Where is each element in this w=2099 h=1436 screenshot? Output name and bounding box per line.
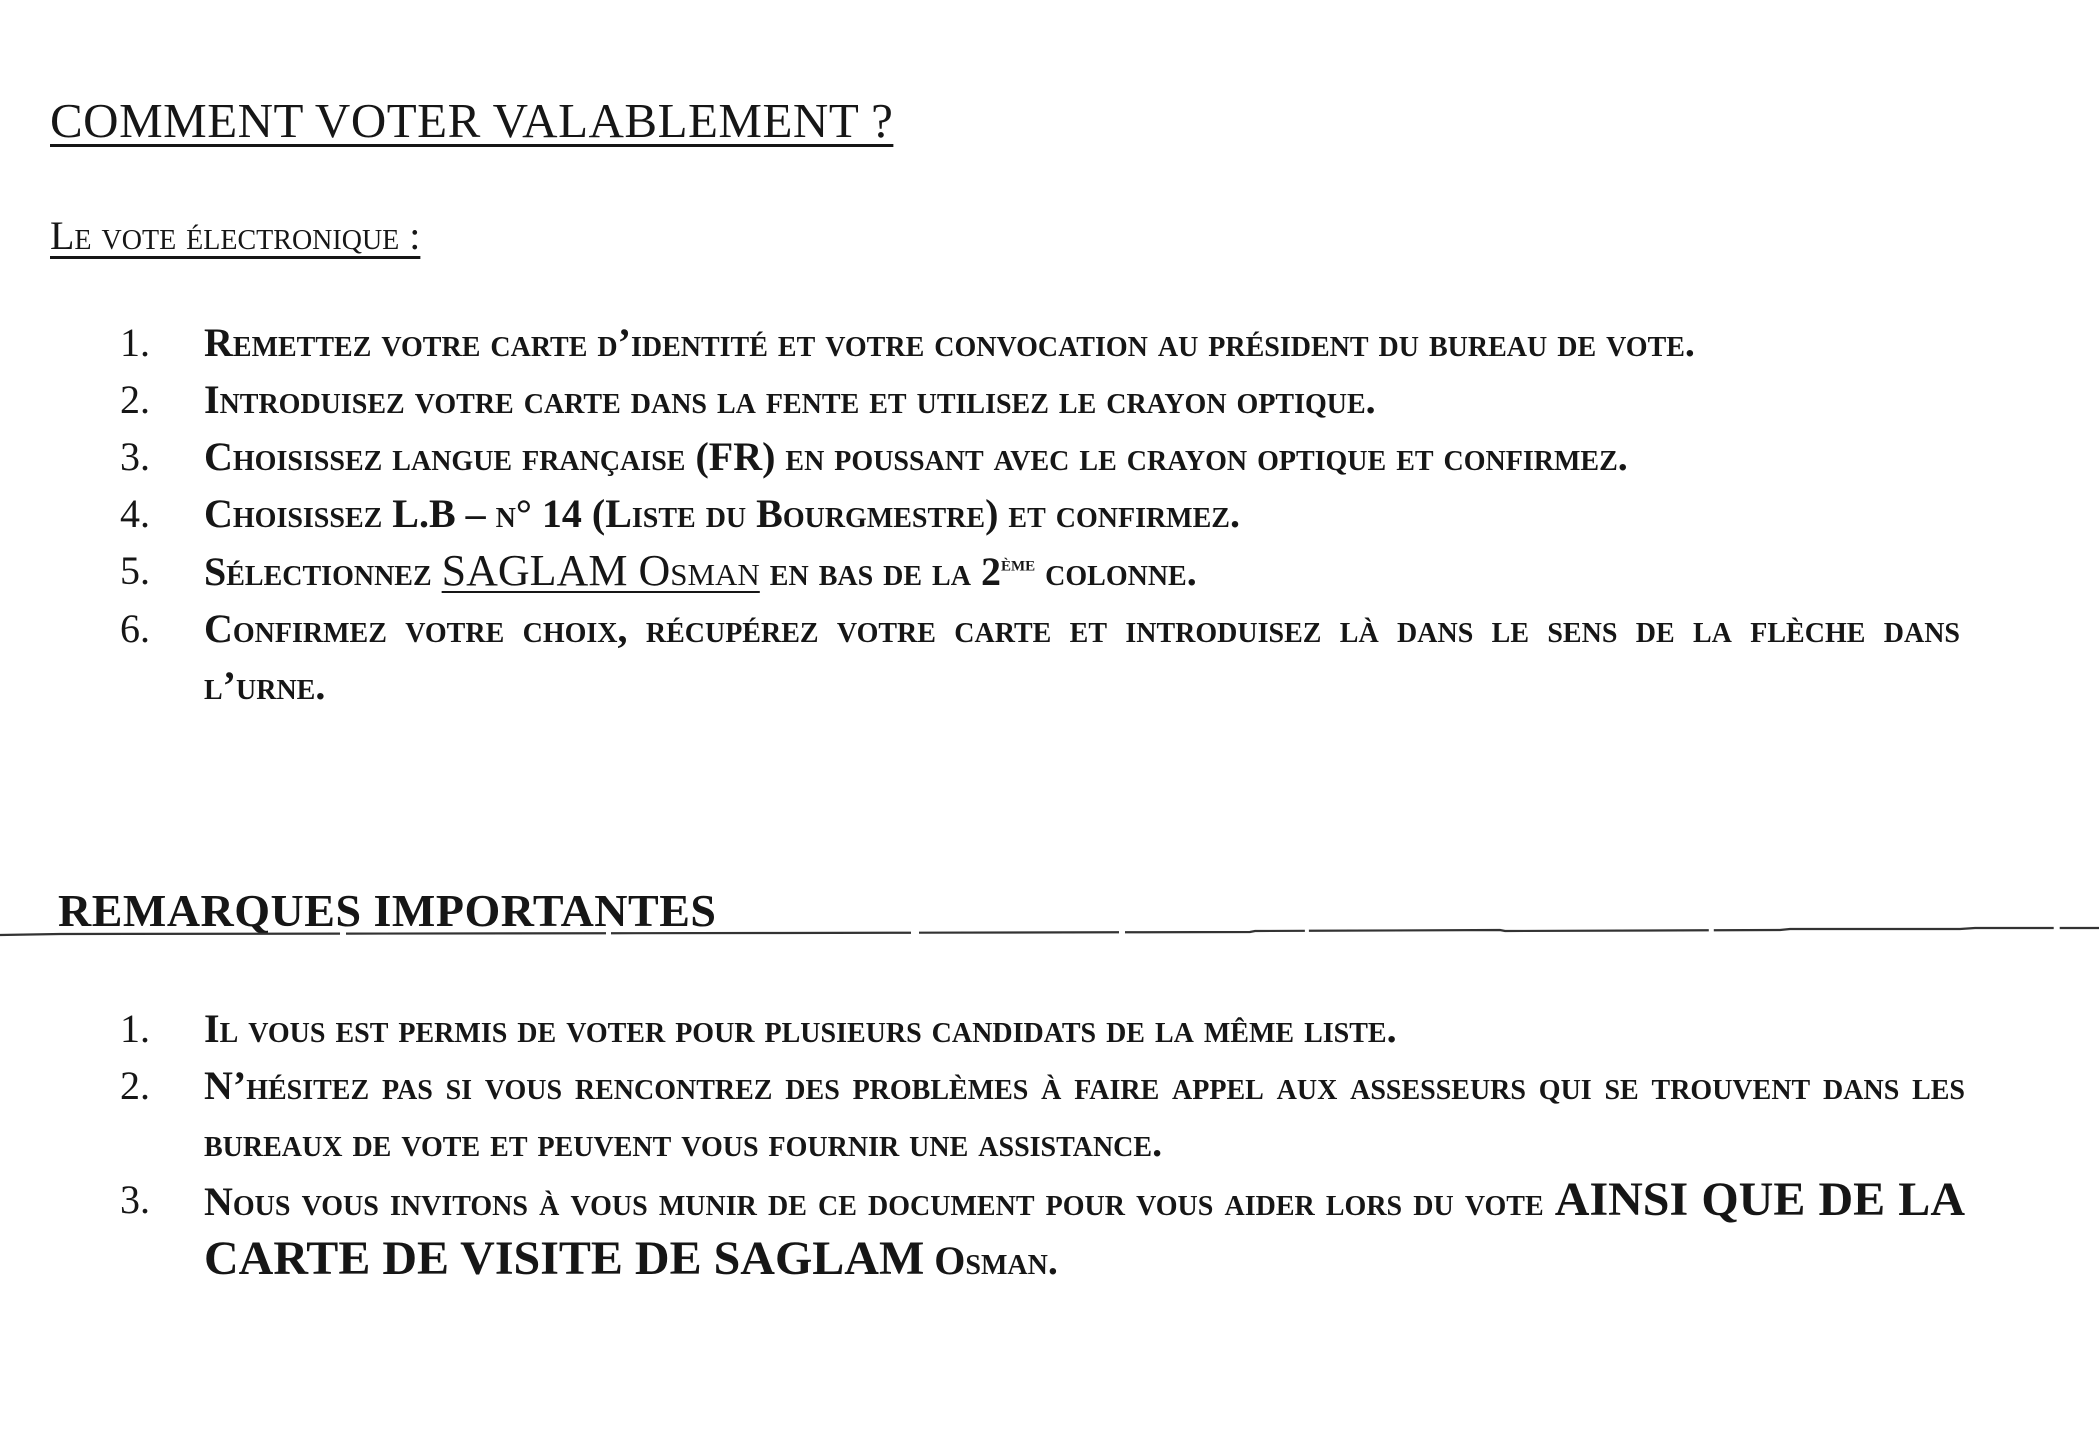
- item-text-end: Osman.: [924, 1238, 1058, 1283]
- item-text: Il vous est permis de voter pour plusieurs candidats de la même liste.: [204, 1006, 1397, 1051]
- section-subtitle: Le vote électronique :: [50, 213, 421, 258]
- item-number: 6.: [120, 606, 150, 651]
- item-number: 2.: [120, 1063, 150, 1108]
- item-text: N’hésitez pas si vous rencontrez des problèmes à faire appel aux assesseurs qui se trouvent dans les bureaux de vote et peuvent vous fournir une assistance.: [204, 1063, 1965, 1165]
- list-item: [120, 542, 1960, 600]
- item-number: 1.: [120, 320, 150, 365]
- item-number: 3.: [120, 1177, 150, 1222]
- section-divider: [0, 925, 2099, 941]
- item-number: 3.: [120, 434, 150, 479]
- list-item: [120, 600, 1960, 714]
- item-text-middle: en bas de la 2: [759, 549, 1001, 594]
- list-item: [120, 1057, 1965, 1171]
- list-item: [120, 485, 1960, 542]
- list-item: [120, 428, 1960, 485]
- item-text-start: Nous vous invitons à vous munir de ce document pour vous aider lors du vote: [204, 1179, 1555, 1224]
- candidate-name: SAGLAM Osman: [441, 546, 760, 595]
- item-number: 5.: [120, 548, 150, 593]
- remarks-heading: REMARQUES IMPORTANTES: [58, 885, 717, 936]
- ordinal-superscript: ème: [1000, 550, 1036, 576]
- item-text: Remettez votre carte d’identité et votre convocation au président du bureau de vote.: [204, 320, 1695, 365]
- item-text: Introduisez votre carte dans la fente et utilisez le crayon optique.: [204, 377, 1376, 422]
- page-title: COMMENT VOTER VALABLEMENT ?: [50, 93, 894, 148]
- item-number: 4.: [120, 491, 150, 536]
- list-item: [120, 1171, 1965, 1289]
- item-text: Choisissez langue française (FR) en poussant avec le crayon optique et confirmez.: [204, 434, 1628, 479]
- remarks-list: [120, 1000, 1965, 1289]
- item-text-end: colonne.: [1035, 549, 1197, 594]
- list-item: [120, 314, 1960, 371]
- item-text-start: Sélectionnez: [204, 549, 442, 594]
- item-number: 2.: [120, 377, 150, 422]
- emphasis-text: AINSI QUE DE LA CARTE DE VISITE DE SAGLAM: [204, 1173, 1965, 1285]
- item-text: Confirmez votre choix, récupérez votre carte et introduisez là dans le sens de la flèche dans l’urne.: [204, 606, 1960, 708]
- item-text: Choisissez L.B – n° 14 (Liste du Bourgmestre) et confirmez.: [204, 491, 1240, 536]
- list-item: [120, 371, 1960, 428]
- list-item: [120, 1000, 1965, 1057]
- item-number: 1.: [120, 1006, 150, 1051]
- voting-steps-list: [120, 314, 1960, 714]
